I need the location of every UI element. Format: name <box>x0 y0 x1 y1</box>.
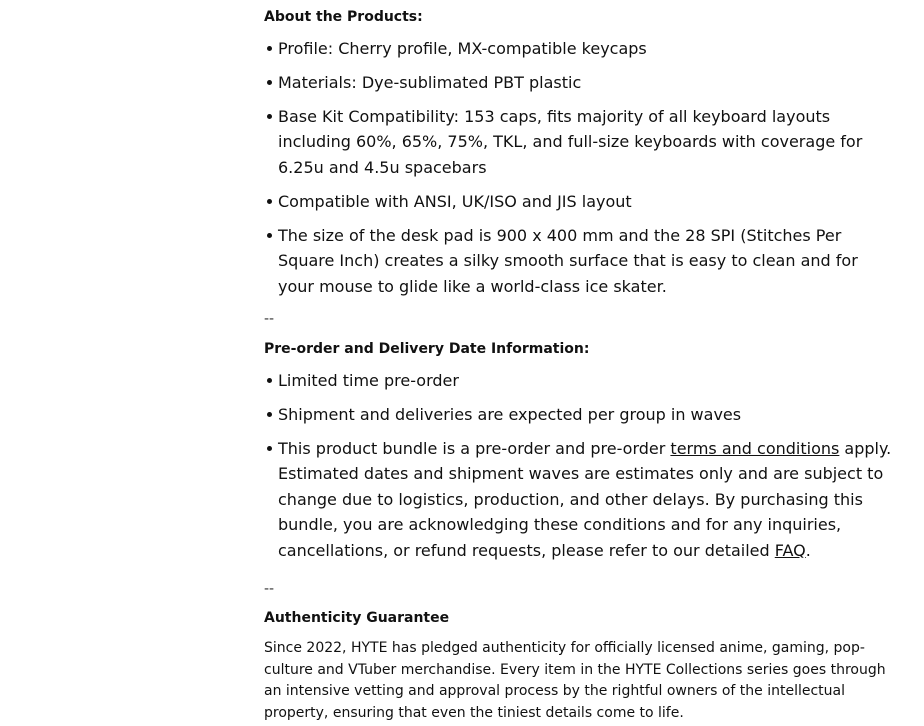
list-item-profile: Profile: Cherry profile, MX-compatible keycaps <box>278 36 894 61</box>
preorder-list <box>264 368 894 563</box>
authenticity-heading: Authenticity Guarantee <box>264 610 450 626</box>
terms-text-middle: apply. Estimated dates and shipment waves are estimates only and are subject to change due to logistics, production, and other delays. By purchasing this bundle, you are acknowledging these conditions and for any inquiries, cancellations, or refund requests, please refer to our detailed <box>278 438 892 560</box>
list-item-materials: Materials: Dye-sublimated PBT plastic <box>278 70 894 95</box>
list-item-compatibility: Base Kit Compatibility: 153 caps, fits majority of all keyboard layouts including 60%, 65%, 75%, TKL, and full-size keyboards with coverage for 6.25u and 4.5u spacebars <box>278 104 894 180</box>
list-item-desk-pad: The size of the desk pad is 900 x 400 mm and the 28 SPI (Stitches Per Square Inch) creates a silky smooth surface that is easy to clean and for your mouse to glide like a world-class ice skater. <box>278 223 894 299</box>
terms-and-conditions-link[interactable]: terms and conditions <box>670 438 840 458</box>
product-description <box>264 0 894 724</box>
list-item-shipment-waves: Shipment and deliveries are expected per group in waves <box>278 402 894 427</box>
terms-text-after: . <box>805 540 811 560</box>
faq-link[interactable]: FAQ <box>774 540 806 560</box>
list-item-layouts: Compatible with ANSI, UK/ISO and JIS layout <box>278 189 894 214</box>
about-products-list <box>264 36 894 299</box>
list-item-limited-preorder: Limited time pre-order <box>278 368 894 393</box>
authenticity-text: Since 2022, HYTE has pledged authenticity for officially licensed anime, gaming, pop-culture and VTuber merchandise. Every item in the HYTE Collections series goes through an intensive vetting and approval process by the rightful owners of the intellectual property, ensuring that even the tiniest details come to life. <box>264 640 886 721</box>
separator: -- <box>264 311 275 328</box>
separator-2: -- <box>264 581 275 597</box>
list-item-preorder-terms <box>278 436 894 563</box>
terms-text-before: This product bundle is a pre-order and pre-order <box>278 438 671 458</box>
preorder-heading: Pre-order and Delivery Date Information: <box>264 341 590 358</box>
about-products-heading: About the Products: <box>264 9 423 25</box>
